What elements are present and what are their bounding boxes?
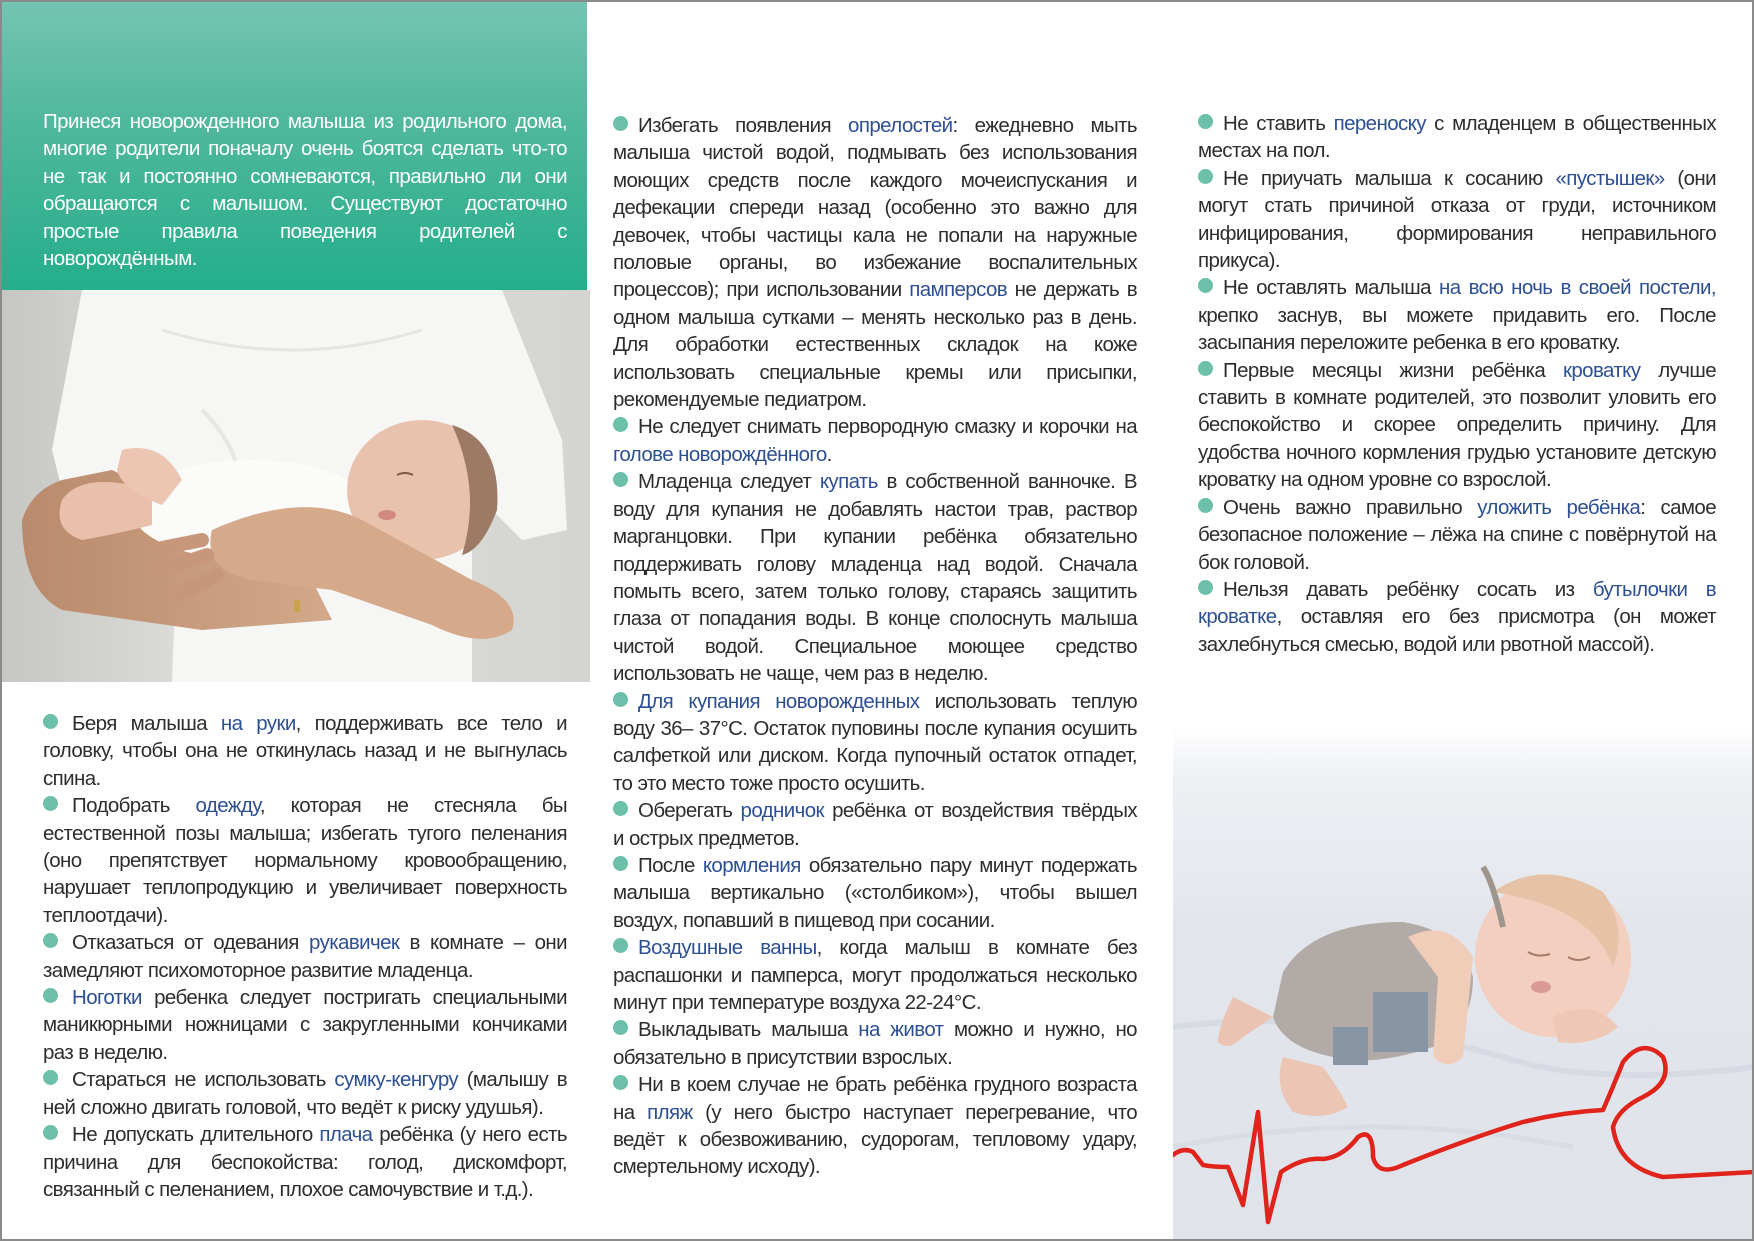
tip-item: Отказаться от одевания рукавичек в комнате – они замедляют психомоторное развитие младенца. [43,931,567,982]
bullet-dot-icon [613,472,628,487]
tip-item: Не следует снимать первородную смазку и корочки на голове новорождённого. [613,415,1137,466]
keyword-link[interactable]: купать [819,470,878,494]
tip-item: Первые месяцы жизни ребёнка кроватку лучше ставить в комнате родителей, это позволит уловить его беспокойство и скорее определить причину. Для удобства ночного кормления грудью установите детскую кроватку на одном уровне со взрослой. [1198,358,1716,492]
keyword-link[interactable]: сумку-кенгуру [334,1068,459,1092]
intro-text: Принеся новорожденного малыша из родильного дома, многие родители поначалу очень боятся сделать что-то не так и постоянно сомневаются, правильно ли они обращаются с малышом. Существуют достаточно простые правила поведения родителей с новорождённым. [43,110,567,271]
intro-panel [2,2,587,290]
father-holding-baby-illustration [2,290,590,682]
photo-father-holding-newborn [2,290,590,682]
bullet-dot-icon [43,1070,58,1085]
tip-item: Не ставить переноску с младенцем в общественных местах на пол. [1198,112,1716,163]
bullet-dot-icon [1198,498,1213,513]
tip-item: Не допускать длительного плача ребёнка (у него есть причина для беспокойства: голод, дискомфорт, связанный с пеленанием, плохое самочувствие и т.д.). [43,1123,567,1201]
bullet-dot-icon [613,938,628,953]
tip-item: Не оставлять малыша на всю ночь в своей постели, крепко заснув, вы можете придавить его. После засыпания переложите ребенка в его кроватку. [1198,276,1716,355]
keyword-link[interactable]: памперсов [909,278,1008,302]
bullet-dot-icon [43,796,58,811]
bullet-dot-icon [613,692,628,707]
keyword-link[interactable]: опрелостей [848,114,953,137]
keyword-link[interactable]: кормления [702,853,801,877]
keyword-link[interactable]: Для купания новорожденных [638,689,920,713]
bullet-dot-icon [1198,278,1213,293]
keyword-link[interactable]: голове новорождённого [613,442,827,466]
bullet-dot-icon [613,1020,628,1035]
tip-item: Очень важно правильно уложить ребёнка: самое безопасное положение – лёжа на спине с повёрнутой на бок головой. [1198,495,1716,574]
bullet-dot-icon [43,988,58,1003]
bullet-dot-icon [43,714,58,729]
bullet-dot-icon [613,856,628,871]
bullet-dot-icon [613,116,628,131]
bullet-dot-icon [43,1125,58,1140]
tip-item: Оберегать родничок ребёнка от воздействия твёрдых и острых предметов. [613,799,1137,850]
keyword-link[interactable]: пляж [647,1100,693,1124]
keyword-link[interactable]: кроватку [1563,358,1641,382]
sleeping-baby-illustration [1173,727,1754,1241]
keyword-link[interactable]: на всю ночь в своей постели, [1439,276,1716,300]
tips-column-1 [43,710,567,1203]
tip-item: Подобрать одежду, которая не стесняла бы естественной позы малыша; избегать тугого пеленания (оно препятствует нормальному кровообращению, нарушает теплопродукцию и увеличивает поверхность теплоотдачи). [43,794,567,927]
tip-item: Воздушные ванны, когда малыш в комнате без распашонки и памперса, могут продолжаться несколько минут при температуре воздуха 22-24°С. [613,936,1137,1014]
tips-column-2 [613,112,1137,1181]
keyword-link[interactable]: плача [319,1123,373,1147]
keyword-link[interactable]: уложить ребёнка [1477,495,1641,519]
tips-column-3 [1198,110,1716,658]
bullet-dot-icon [43,933,58,948]
tip-item: Для купания новорожденных использовать теплую воду 36– 37°C. Остаток пуповины после купания осушить салфеткой или диском. Когда пупочный остаток отпадет, то это место тоже просто осушить. [613,689,1137,795]
tip-item: Беря малыша на руки, поддерживать все тело и головку, чтобы она не откинулась назад и не выгнулась спина. [43,712,567,790]
tip-item: Ноготки ребенка следует постригать специальными маникюрными ножницами с закругленными кончиками раз в неделю. [43,986,567,1064]
keyword-link[interactable]: на живот [858,1018,944,1042]
keyword-link[interactable]: рукавичек [309,931,400,955]
tip-item: Избегать появления опрелостей: ежедневно мыть малыша чистой водой, подмывать без использования моющих средств после каждого мочеиспускания и дефекации спереди назад (особенно это важно для девочек, чтобы частицы кала не попали на наружные половые органы, во избежание воспалительных процессов); при использовании памперсов не держать в одном малыша сутками – менять несколько раз в день. Для обработки естественных складок на коже использовать специальные кремы или присыпки, рекомендуемые педиатром. [613,114,1137,412]
tip-item: Выкладывать малыша на живот можно и нужно, но обязательно в присутствии взрослых. [613,1018,1137,1069]
bullet-dot-icon [613,417,628,432]
bullet-dot-icon [1198,114,1213,129]
keyword-link[interactable]: родничок [740,799,824,823]
keyword-link[interactable]: одежду [195,794,260,818]
keyword-link[interactable]: Воздушные ванны [638,936,817,960]
bullet-dot-icon [613,801,628,816]
bullet-dot-icon [1198,580,1213,595]
keyword-link[interactable]: бутылочки в кроватке [1198,577,1716,629]
tip-item: Не приучать малыша к сосанию «пустышек» (они могут стать причиной отказа от груди, источником инфицирования, формирования неправильного прикуса). [1198,166,1717,273]
bullet-dot-icon [613,1075,628,1090]
bullet-dot-icon [1198,361,1213,376]
tip-item: Нельзя давать ребёнку сосать из бутылочки в кроватке, оставляя его без присмотра (он может захлебнуться смесью, водой или рвотной массой). [1198,577,1716,656]
keyword-link[interactable]: на руки [220,712,296,735]
photo-sleeping-newborn [1173,727,1754,1241]
tip-item: Младенца следует купать в собственной ванночке. В воду для купания не добавлять настои трав, раствор марганцовки. При купании ребёнка обязательно поддерживать голову младенца над водой. Сначала помыть всего, затем только голову, стараясь защитить глаза от попадания воды. В конце сполоснуть малыша чистой водой. Специальное моющее средство использовать не чаще, чем раз в неделю. [613,470,1137,686]
tip-item: Ни в коем случае не брать ребёнка грудного возраста на пляж (у него быстро наступает перегревание, что ведёт к обезвоживанию, судорогам, тепловому удару, смертельному исходу). [613,1073,1137,1179]
keyword-link[interactable]: «пустышек» [1555,166,1665,190]
tip-item: После кормления обязательно пару минут подержать малыша вертикально («столбиком»), чтобы вышел воздух, попавший в пищевод при сосании. [613,853,1137,932]
tip-item: Стараться не использовать сумку-кенгуру (малышу в ней сложно двигать головой, что ведёт к риску удушья). [43,1068,567,1119]
bullet-dot-icon [1198,169,1213,184]
keyword-link[interactable]: переноску [1333,112,1426,135]
keyword-link[interactable]: Ноготки [72,986,142,1010]
